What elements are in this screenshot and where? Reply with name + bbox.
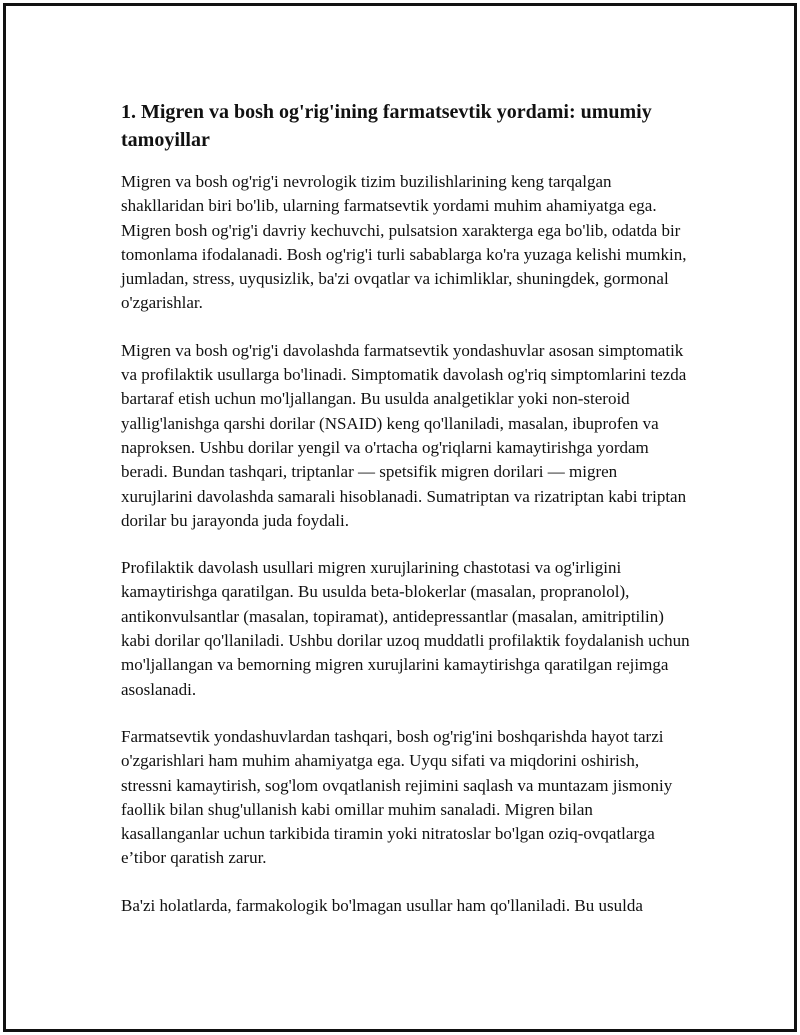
- page-frame: [3, 3, 797, 1032]
- paragraph-3: Profilaktik davolash usullari migren xurujlarining chastotasi va og'irligini kamaytirishga qaratilgan. Bu usulda beta-blokerlar (masalan, propranolol), antikonvulsantlar (masalan, topiramat), antidepressantlar (masalan, amitriptilin) kabi dorilar qo'llaniladi. Ushbu dorilar uzoq muddatli profilaktik foydalanish uchun mo'ljallangan va bemorning migren xurujlarini kamaytirishga qaratilgan rejimga asoslanadi.: [121, 558, 690, 699]
- paragraph-4: Farmatsevtik yondashuvlardan tashqari, bosh og'rig'ini boshqarishda hayot tarzi o'zgarishlari ham muhim ahamiyatga ega. Uyqu sifati va miqdorini oshirish, stressni kamaytirish, sog'lom ovqatlanish rejimini saqlash va muntazam jismoniy faollik bilan shug'ullanish kabi omillar muhim sanaladi. Migren bilan kasallanganlar uchun tarkibida tiramin yoki nitratoslar bo'lgan oziq-ovqatlarga e’tibor qaratish zarur.: [121, 726, 673, 868]
- paragraph-1: Migren va bosh og'rig'i nevrologik tizim buzilishlarining keng tarqalgan shakllaridan biri bo'lib, ularning farmatsevtik yordami muhim ahamiyatga ega. Migren bosh og'rig'i davriy kechuvchi, pulsatsion xarakterga ega bo'lib, odatda bir tomonlama ifodalanadi. Bosh og'rig'i turli sabablarga ko'ra yuzaga kelishi mumkin, jumladan, stress, uyqusizlik, ba'zi ovqatlar va ichimliklar, shuningdek, gormonal o'zgarishlar.: [121, 172, 687, 313]
- document-body: [121, 98, 691, 941]
- paragraph-2: Migren va bosh og'rig'i davolashda farmatsevtik yondashuvlar asosan simptomatik va profilaktik usullarga bo'linadi. Simptomatik davolash og'riq simptomlarini tezda bartaraf etish uchun mo'ljallangan. Bu usulda analgetiklar yoki non-steroid yallig'lanishga qarshi dorilar (NSAID) keng qo'llaniladi, masalan, ibuprofen va naproksen. Ushbu dorilar yengil va o'rtacha og'riqlarni kamaytirishga yordam beradi. Bundan tashqari, triptanlar — spetsifik migren dorilari — migren xurujlarini davolashda samarali hisoblanadi. Sumatriptan va rizatriptan kabi triptan dorilar bu jarayonda juda foydali.: [121, 340, 687, 530]
- paragraph-5: Ba'zi holatlarda, farmakologik bo'lmagan usullar ham qo'llaniladi. Bu usulda: [121, 895, 643, 915]
- section-heading: 1. Migren va bosh og'rig'ining farmatsevtik yordami: umumiy tamoyillar: [121, 101, 652, 151]
